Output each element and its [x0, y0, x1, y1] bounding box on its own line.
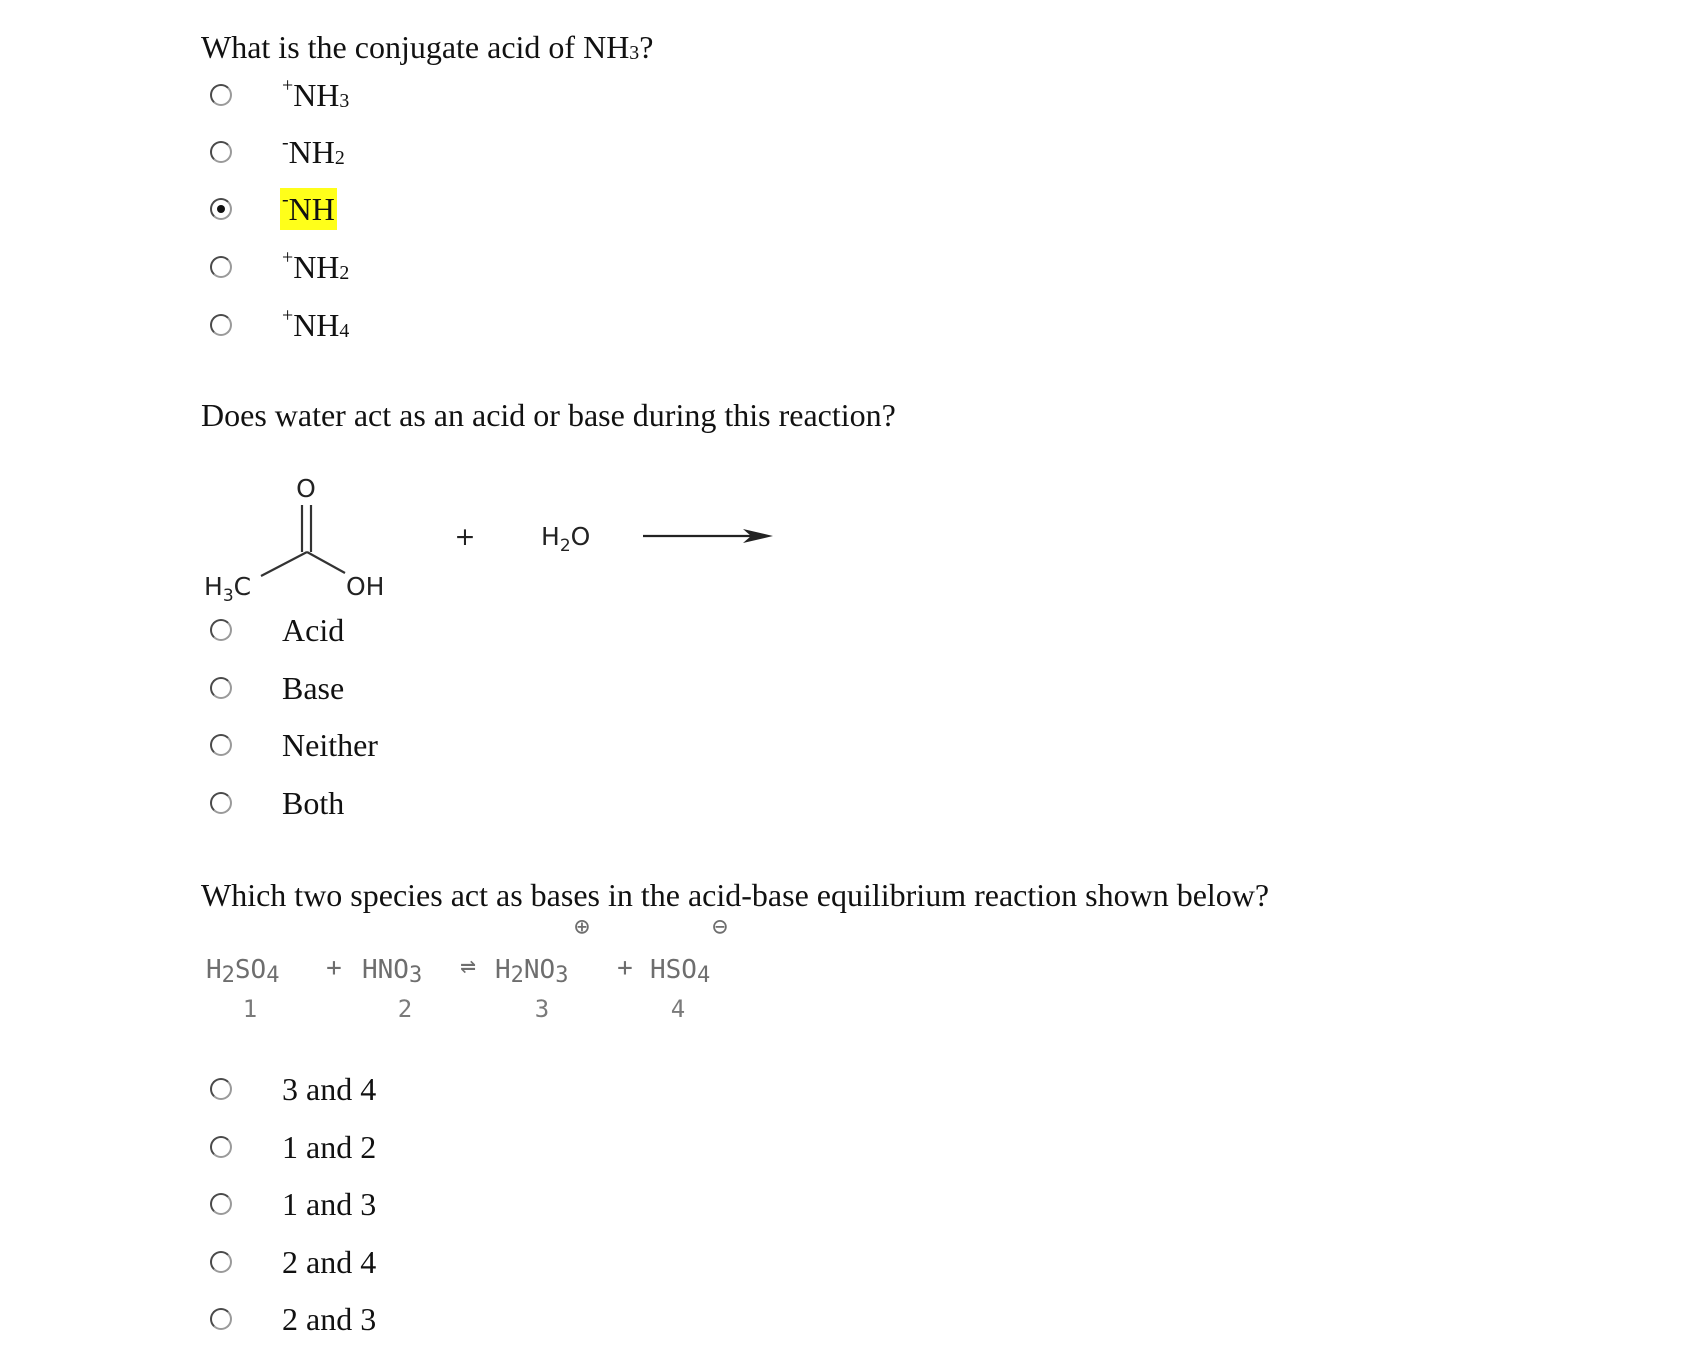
q3-option-label[interactable]: 1 and 2 [282, 1129, 377, 1165]
hydroxyl-group: OH [346, 572, 385, 601]
radio-button[interactable] [210, 619, 232, 641]
q1-option-label[interactable]: $^+NH_3$ [282, 74, 350, 113]
plus-sign: + [326, 953, 342, 983]
species-h2no3: H2NO3 [495, 955, 569, 988]
radio-button[interactable] [210, 141, 232, 163]
q1-option-1[interactable] [206, 74, 906, 118]
question-1-text [201, 27, 653, 67]
radio-button[interactable] [210, 314, 232, 336]
q1-option-label[interactable]: $^+NH_2$ [282, 246, 350, 285]
q2-option-label[interactable]: Neither [282, 727, 378, 763]
positive-charge-icon: ⊕ [574, 912, 590, 942]
q1-option-label[interactable]: -NH [280, 188, 337, 230]
radio-button[interactable] [210, 734, 232, 756]
q2-option-3[interactable] [206, 724, 906, 768]
plus-sign: + [454, 522, 476, 551]
q1-option-2[interactable] [206, 131, 906, 175]
q1-option-5[interactable] [206, 304, 906, 348]
radio-button[interactable] [210, 1251, 232, 1273]
q3-option-5[interactable] [206, 1298, 906, 1342]
water-molecule: $H_2O$ [541, 522, 591, 556]
q3-option-label[interactable]: 1 and 3 [282, 1186, 377, 1222]
q1-text-suffix: ? [639, 29, 654, 65]
negative-charge-icon: ⊖ [712, 912, 728, 942]
equilibrium-arrow-icon: ⇌ [460, 951, 476, 981]
plus-sign: + [617, 953, 633, 983]
species-number: 3 [534, 995, 550, 1023]
radio-button[interactable] [210, 792, 232, 814]
species-hso4: HSO4 [650, 955, 711, 988]
q2-option-1[interactable] [206, 609, 906, 653]
q1-text-subscript: 3 [629, 41, 640, 64]
radio-button[interactable] [210, 1308, 232, 1330]
equilibrium-equation [200, 908, 760, 1028]
q3-option-2[interactable] [206, 1126, 906, 1170]
q3-option-label[interactable]: 2 and 4 [282, 1244, 377, 1280]
radio-button[interactable] [210, 256, 232, 278]
radio-button[interactable] [210, 84, 232, 106]
q1-option-label[interactable]: $^-NH_2$ [282, 131, 345, 170]
radio-button[interactable] [210, 1078, 232, 1100]
acetic-acid-water-reaction [195, 465, 795, 605]
q1-option-3[interactable] [206, 188, 906, 232]
radio-button[interactable] [210, 198, 232, 220]
q2-option-label[interactable]: Both [282, 785, 345, 821]
radio-button[interactable] [210, 677, 232, 699]
hydroxyl-bond [307, 552, 345, 573]
methyl-bond [261, 552, 307, 576]
species-h2so4: H2SO4 [206, 955, 280, 988]
q3-option-label[interactable]: 3 and 4 [282, 1071, 377, 1107]
q3-option-4[interactable] [206, 1241, 906, 1285]
q2-option-label[interactable]: Base [282, 670, 345, 706]
q2-option-4[interactable] [206, 782, 906, 826]
radio-button[interactable] [210, 1136, 232, 1158]
question-2-text: Does water act as an acid or base during this reaction? [201, 397, 896, 433]
carbonyl-oxygen: O [296, 474, 316, 503]
question-3-text: Which two species act as bases in the acid-base equilibrium reaction shown below? [201, 877, 1270, 913]
species-hno3: HNO3 [362, 955, 423, 988]
q2-option-2[interactable] [206, 667, 906, 711]
q3-option-3[interactable] [206, 1183, 906, 1227]
q3-option-label[interactable]: 2 and 3 [282, 1301, 377, 1337]
q3-option-1[interactable] [206, 1068, 906, 1112]
radio-button[interactable] [210, 1193, 232, 1215]
species-number: 4 [670, 995, 686, 1023]
q2-option-label[interactable]: Acid [282, 612, 345, 648]
methyl-group: $H_3C$ [204, 572, 252, 606]
q1-option-label[interactable]: $^+NH_4$ [282, 304, 350, 343]
species-number: 2 [397, 995, 413, 1023]
q1-text-prefix: What is the conjugate acid of NH [201, 29, 630, 65]
species-number: 1 [242, 995, 258, 1023]
q1-option-4[interactable] [206, 246, 906, 290]
